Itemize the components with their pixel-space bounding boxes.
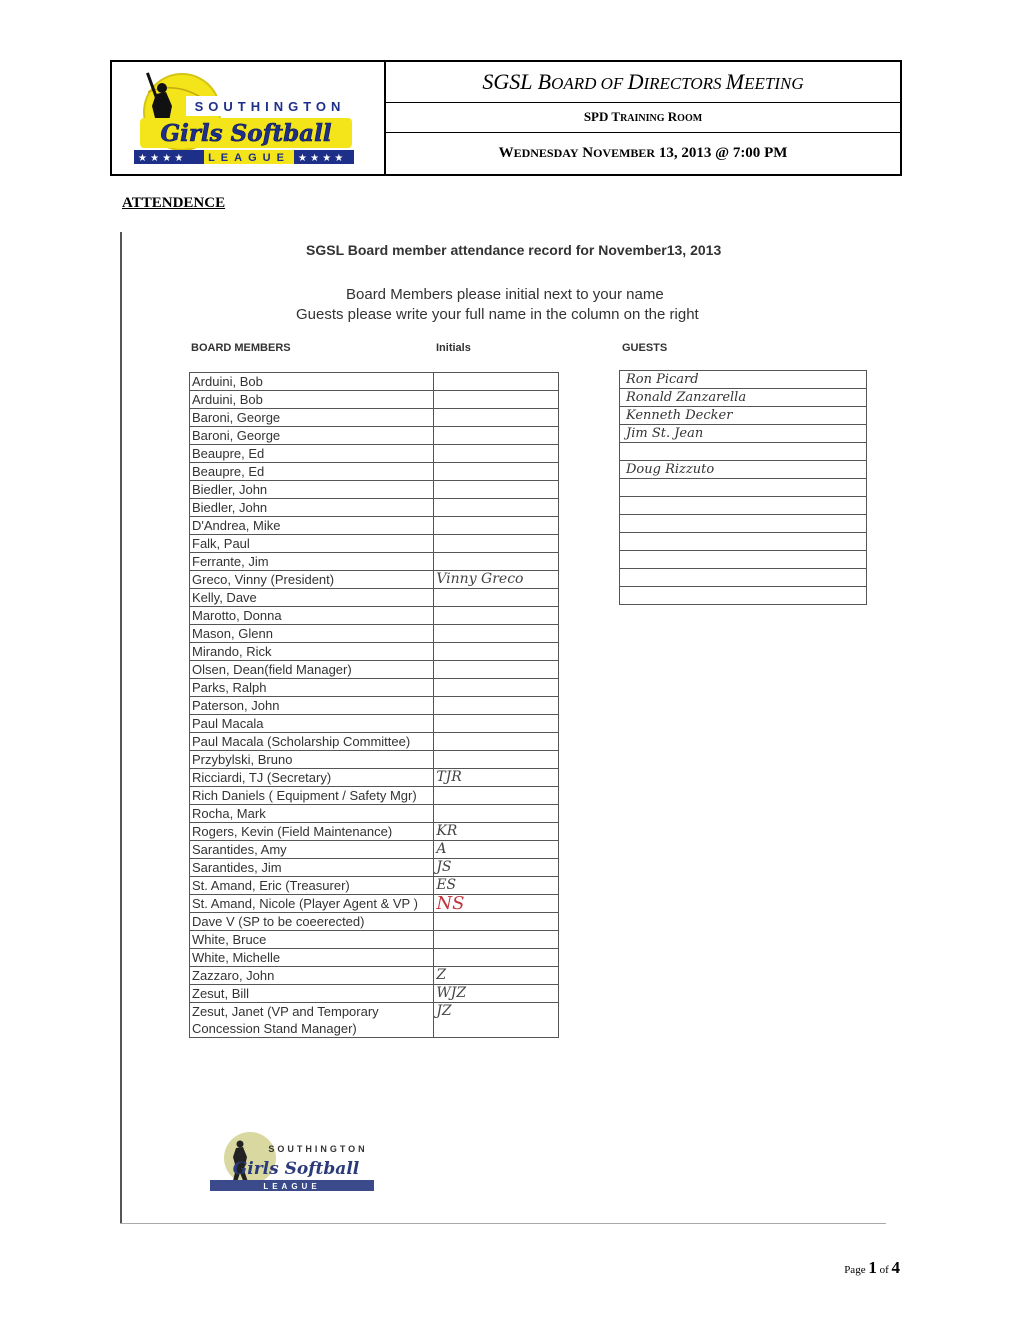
member-row [190,805,559,823]
member-row [190,841,559,859]
title-cell [386,62,900,103]
col-header-initials: Initials [436,342,471,354]
member-name: Olsen, Dean(field Manager) [190,661,434,679]
member-row [190,607,559,625]
league-logo [112,62,384,174]
member-name: Zesut, Janet (VP and Temporary Concession Stand Manager) [190,1003,434,1038]
member-row [190,751,559,769]
member-initials [434,751,559,769]
member-row [190,625,559,643]
col-header-board: BOARD MEMBERS [191,342,291,354]
member-row [190,769,559,787]
guest-row [620,389,867,407]
member-row [190,931,559,949]
logo-stars-right: ★ ★ ★ ★ [298,153,344,164]
member-name: Baroni, George [190,427,434,445]
member-name: Greco, Vinny (President) [190,571,434,589]
member-name: Dave V (SP to be coeerected) [190,913,434,931]
member-initials [434,607,559,625]
member-row [190,373,559,391]
guest-row [620,569,867,587]
footer-logo-line2: Girls Softball [232,1159,360,1179]
member-initials [434,805,559,823]
col-header-guests: GUESTS [622,342,668,354]
member-name: Zazzaro, John [190,967,434,985]
member-initials: KR [434,823,559,841]
member-row [190,643,559,661]
guest-name [620,569,867,587]
member-name: Marotto, Donna [190,607,434,625]
footer-logo [206,1124,386,1200]
member-row [190,391,559,409]
member-name: D'Andrea, Mike [190,517,434,535]
member-name: Baroni, George [190,409,434,427]
date-cell [386,132,900,174]
logo-line2: Girls Softball [160,120,332,147]
guest-name: Ronald Zanzarella [620,389,867,407]
member-row [190,499,559,517]
member-row [190,1003,559,1038]
guest-row [620,497,867,515]
member-name: Paul Macala [190,715,434,733]
member-name: Kelly, Dave [190,589,434,607]
member-name: St. Amand, Eric (Treasurer) [190,877,434,895]
guest-name [620,533,867,551]
member-row [190,427,559,445]
board-members-table [189,372,559,1038]
member-row [190,985,559,1003]
member-row [190,481,559,499]
member-initials [434,499,559,517]
guest-name [620,515,867,533]
guest-name [620,497,867,515]
member-initials [434,373,559,391]
member-initials: NS [434,895,559,913]
scan-edge [120,232,122,1224]
member-row [190,877,559,895]
guest-row [620,479,867,497]
member-row [190,949,559,967]
member-row [190,913,559,931]
member-initials [434,391,559,409]
member-name: Paterson, John [190,697,434,715]
logo-stars-left: ★ ★ ★ ★ [138,153,184,164]
member-initials [434,679,559,697]
guest-name: Doug Rizzuto [620,461,867,479]
sheet-instructions-1: Board Members please initial next to your name [346,286,664,303]
header-table [110,60,902,176]
meeting-title: SGSL BOARD OF DIRECTORS MEETING [482,69,804,94]
member-name: White, Bruce [190,931,434,949]
meeting-date: WEDNESDAY NOVEMBER 13, 2013 @ 7:00 PM [498,144,788,161]
guest-row [620,461,867,479]
member-initials: ES [434,877,559,895]
member-initials [434,733,559,751]
member-initials: Vinny Greco [434,571,559,589]
member-name: Rogers, Kevin (Field Maintenance) [190,823,434,841]
member-initials [434,787,559,805]
member-row [190,553,559,571]
member-initials [434,409,559,427]
member-initials [434,661,559,679]
footer-logo-line3: LEAGUE [263,1182,321,1191]
member-name: Arduini, Bob [190,373,434,391]
member-initials: WJZ [434,985,559,1003]
member-initials [434,427,559,445]
guest-name [620,551,867,569]
member-row [190,859,559,877]
guest-row [620,443,867,461]
guest-name: Jim St. Jean [620,425,867,443]
member-row [190,787,559,805]
member-name: Arduini, Bob [190,391,434,409]
logo-cell [112,62,386,174]
member-initials [434,715,559,733]
member-row [190,445,559,463]
logo-line1: SOUTHINGTON [194,99,346,114]
member-initials [434,445,559,463]
member-row [190,571,559,589]
guest-row [620,533,867,551]
member-name: Beaupre, Ed [190,445,434,463]
member-row [190,733,559,751]
member-row [190,823,559,841]
member-name: Paul Macala (Scholarship Committee) [190,733,434,751]
member-name: Mason, Glenn [190,625,434,643]
member-name: Beaupre, Ed [190,463,434,481]
member-row [190,517,559,535]
member-row [190,715,559,733]
member-initials [434,625,559,643]
member-row [190,589,559,607]
member-initials [434,463,559,481]
member-row [190,463,559,481]
member-row [190,895,559,913]
guest-row [620,407,867,425]
member-name: White, Michelle [190,949,434,967]
member-name: Parks, Ralph [190,679,434,697]
scan-bottom-edge [120,1223,886,1224]
member-initials: JZ [434,1003,559,1038]
member-name: Biedler, John [190,499,434,517]
member-initials [434,697,559,715]
location-cell [386,102,900,133]
guest-name [620,443,867,461]
guest-row [620,587,867,605]
member-initials [434,931,559,949]
member-initials [434,913,559,931]
member-name: Sarantides, Amy [190,841,434,859]
guests-table [619,370,867,605]
member-name: Rich Daniels ( Equipment / Safety Mgr) [190,787,434,805]
member-initials [434,517,559,535]
footer-logo-line1: SOUTHINGTON [268,1144,368,1154]
section-title: ATTENDENCE [122,195,226,211]
guest-row [620,551,867,569]
member-name: Mirando, Rick [190,643,434,661]
member-row [190,661,559,679]
member-initials: JS [434,859,559,877]
logo-line3: LEAGUE [208,152,290,164]
guest-row [620,371,867,389]
member-initials [434,949,559,967]
member-name: Zesut, Bill [190,985,434,1003]
member-row [190,679,559,697]
guest-row [620,515,867,533]
page-number: Page 1 of 4 [844,1258,900,1277]
member-initials: Z [434,967,559,985]
member-name: Rocha, Mark [190,805,434,823]
member-row [190,967,559,985]
member-initials [434,535,559,553]
sheet-instructions-2: Guests please write your full name in the column on the right [296,306,699,323]
member-name: Biedler, John [190,481,434,499]
member-name: Falk, Paul [190,535,434,553]
guest-name: Kenneth Decker [620,407,867,425]
member-initials [434,553,559,571]
scanned-attendance-sheet [120,232,886,1224]
meeting-location: SPD TRAINING ROOM [583,109,703,124]
member-row [190,409,559,427]
guest-name [620,479,867,497]
member-row [190,535,559,553]
member-initials [434,589,559,607]
guest-name [620,587,867,605]
member-name: Ricciardi, TJ (Secretary) [190,769,434,787]
member-name: Sarantides, Jim [190,859,434,877]
sheet-title: SGSL Board member attendance record for November13, 2013 [306,242,722,258]
member-name: Ferrante, Jim [190,553,434,571]
member-initials [434,643,559,661]
member-initials: A [434,841,559,859]
member-name: Przybylski, Bruno [190,751,434,769]
member-initials [434,481,559,499]
guest-name: Ron Picard [620,371,867,389]
member-name: St. Amand, Nicole (Player Agent & VP ) [190,895,434,913]
member-initials: TJR [434,769,559,787]
guest-row [620,425,867,443]
member-row [190,697,559,715]
